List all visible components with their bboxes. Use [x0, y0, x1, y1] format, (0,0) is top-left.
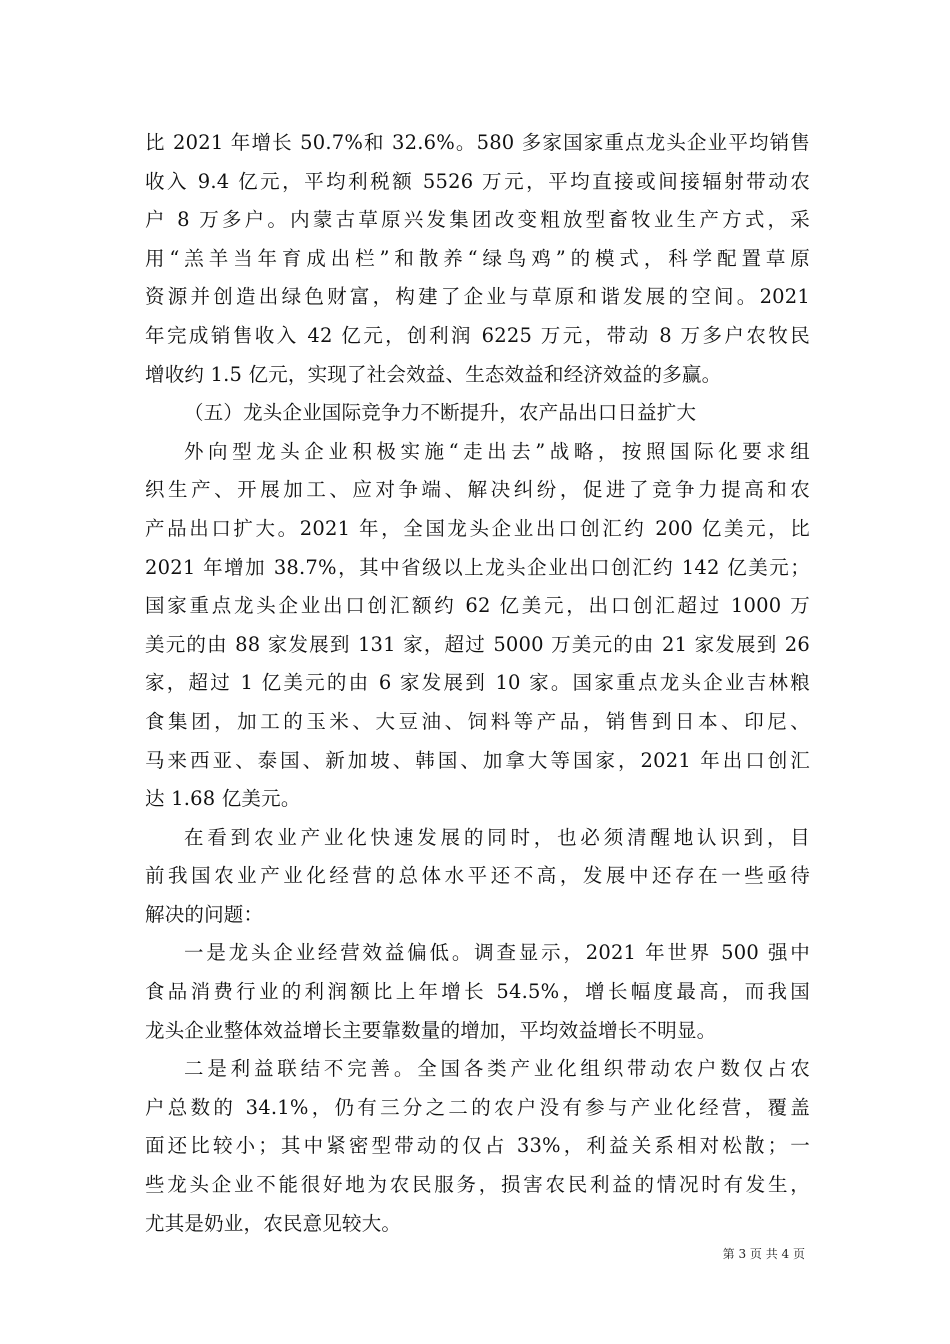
- text-line: 外向型龙头企业积极实施“走出去”战略，按照国际化要求组: [184, 439, 810, 463]
- text-line: 资源并创造出绿色财富，构建了企业与草原和谐发展的空间。2021: [145, 285, 810, 309]
- text-line: 二是利益联结不完善。全国各类产业化组织带动农户数仅占农: [184, 1057, 810, 1081]
- text-line: 国家重点龙头企业出口创汇额约 62 亿美元，出口创汇超过 1000 万: [145, 594, 810, 618]
- text-line: 龙头企业整体效益增长主要靠数量的增加，平均效益增长不明显。: [145, 1018, 717, 1042]
- text-line: 前我国农业产业化经营的总体水平还不高，发展中还存在一些亟待: [145, 864, 810, 888]
- text-line: 食品消费行业的利润额比上年增长 54.5%，增长幅度最高，而我国: [145, 980, 810, 1004]
- text-line: 比 2021 年增长 50.7%和 32.6%。580 多家国家重点龙头企业平均销售: [145, 131, 810, 154]
- text-line: 些龙头企业不能很好地为农民服务，损害农民利益的情况时有发生，: [145, 1173, 810, 1197]
- document-body: [145, 124, 810, 1243]
- text-line: 美元的由 88 家发展到 131 家，超过 5000 万美元的由 21 家发展到 26: [145, 632, 810, 656]
- text-line: 年完成销售收入 42 亿元，创利润 6225 万元，带动 8 万多户农牧民: [145, 323, 810, 347]
- text-line: 解决的问题：: [145, 902, 264, 926]
- section-heading: （五）龙头企业国际竞争力不断提升，农产品出口日益扩大: [184, 401, 697, 425]
- text-line: 户 8 万多户。内蒙古草原兴发集团改变粗放型畜牧业生产方式，采: [145, 208, 810, 232]
- text-line: 面还比较小；其中紧密型带动的仅占 33%，利益关系相对松散；一: [145, 1134, 810, 1158]
- text-line: 增收约 1.5 亿元，实现了社会效益、生态效益和经济效益的多赢。: [145, 362, 722, 386]
- text-line: 尤其是奶业，农民意见较大。: [145, 1211, 402, 1235]
- text-line: 一是龙头企业经营效益偏低。调查显示，2021 年世界 500 强中: [184, 941, 810, 965]
- text-line: 收入 9.4 亿元，平均利税额 5526 万元，平均直接或间接辐射带动农: [145, 169, 810, 193]
- text-line: 食集团，加工的玉米、大豆油、饲料等产品，销售到日本、印尼、: [145, 709, 810, 733]
- text-line: 家，超过 1 亿美元的由 6 家发展到 10 家。国家重点龙头企业吉林粮: [145, 671, 810, 695]
- page-number: 第 3 页 共 4 页: [722, 1247, 805, 1261]
- text-line: 达 1.68 亿美元。: [145, 787, 301, 811]
- text-line: 产品出口扩大。2021 年，全国龙头企业出口创汇约 200 亿美元，比: [145, 516, 810, 540]
- text-line: 织生产、开展加工、应对争端、解决纠纷，促进了竞争力提高和农: [145, 478, 810, 502]
- text-line: 户总数的 34.1%，仍有三分之二的农户没有参与产业化经营，覆盖: [145, 1095, 810, 1119]
- text-line: 用“羔羊当年育成出栏”和散养“绿鸟鸡”的模式，科学配置草原: [145, 246, 810, 270]
- text-line: 在看到农业产业化快速发展的同时，也必须清醒地认识到，目: [184, 825, 810, 849]
- text-line: 2021 年增加 38.7%，其中省级以上龙头企业出口创汇约 142 亿美元；: [145, 555, 810, 579]
- text-line: 马来西亚、泰国、新加坡、韩国、加拿大等国家，2021 年出口创汇: [145, 748, 810, 772]
